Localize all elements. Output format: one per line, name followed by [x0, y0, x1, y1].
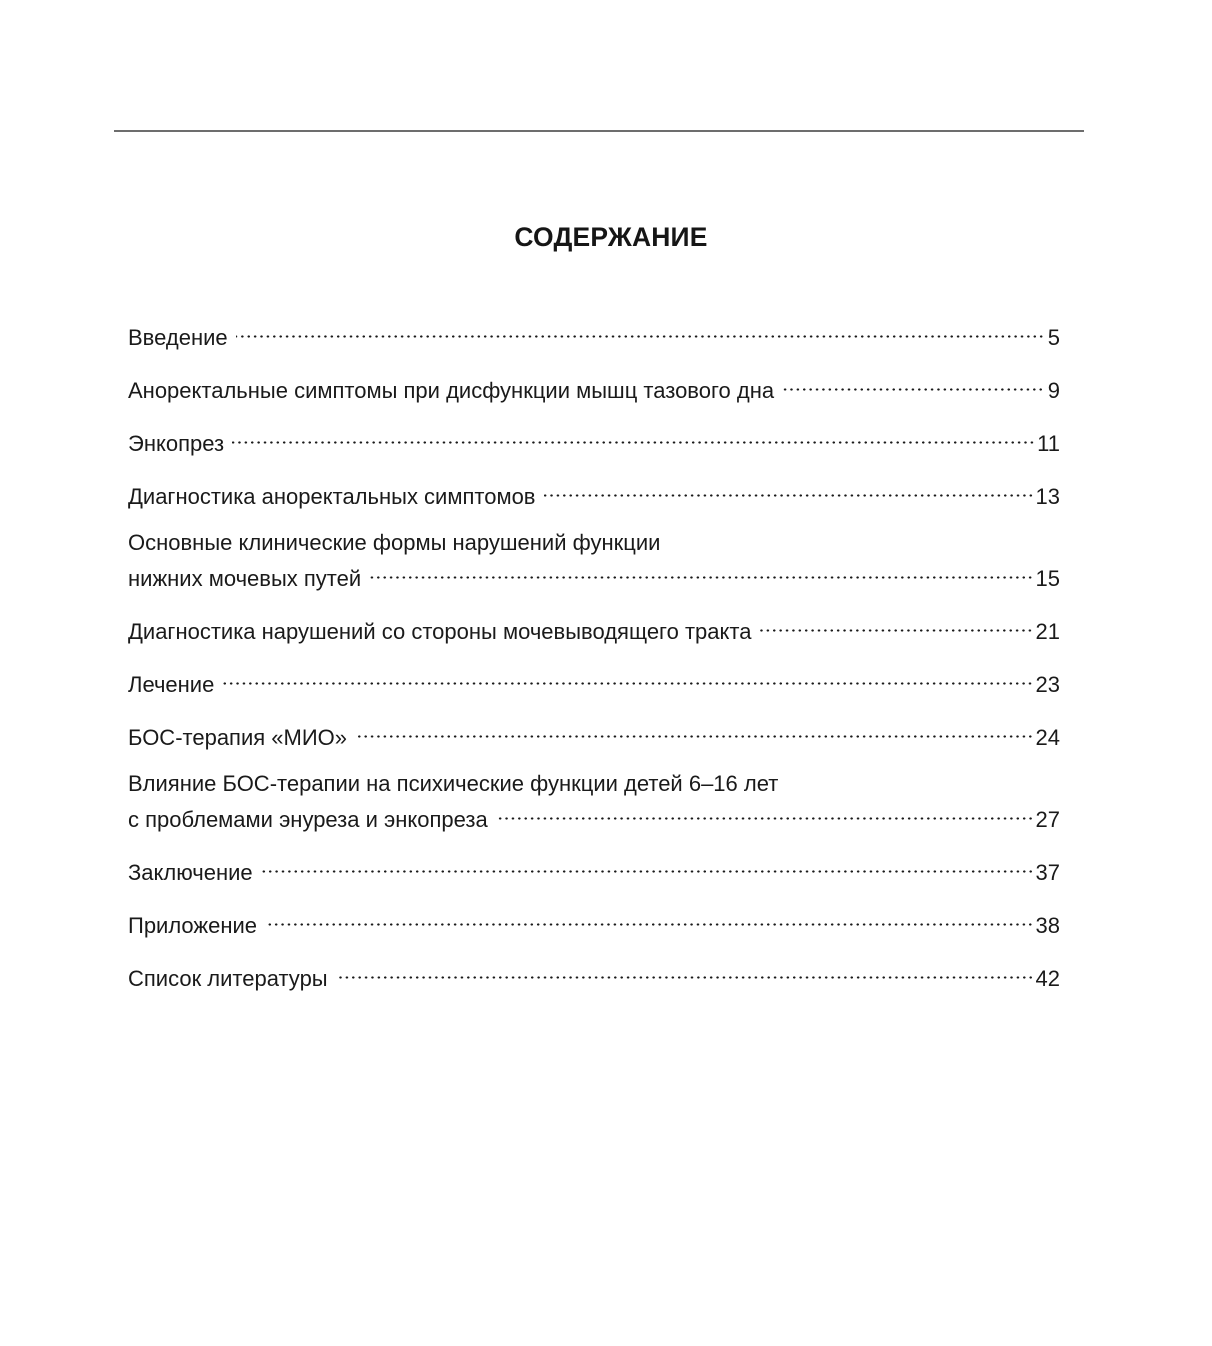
- toc-entry-title: с проблемами энуреза и энкопреза: [128, 807, 488, 832]
- dot-leader: [544, 475, 1034, 504]
- toc-entry-bos-therapy[interactable]: [128, 716, 1060, 750]
- toc-entry-page: 21: [1035, 619, 1060, 644]
- toc-entry-page: 13: [1035, 484, 1060, 509]
- toc-entry-page: 37: [1035, 860, 1060, 885]
- dot-leader: [232, 422, 1035, 451]
- page-title: СОДЕРЖАНИЕ: [514, 222, 708, 252]
- toc-entry-page: 15: [1035, 566, 1060, 591]
- toc-entry-page: 9: [1047, 378, 1060, 403]
- toc-entry-title: Лечение: [128, 672, 215, 697]
- toc-entry-title: БОС-терапия «МИО»: [128, 725, 348, 750]
- toc-entry-title: нижних мочевых путей: [128, 566, 362, 591]
- toc-entry-title: Приложение: [128, 913, 258, 938]
- toc-entry-page: 11: [1037, 431, 1060, 456]
- toc-entry-anorectal-symptoms[interactable]: [128, 369, 1060, 403]
- toc-entry-title: Список литературы: [128, 966, 328, 991]
- toc-entry-page: 23: [1035, 672, 1060, 697]
- toc-entry-encopresis[interactable]: [128, 422, 1060, 456]
- dot-leader: [336, 957, 1034, 986]
- toc-entry-conclusion[interactable]: [128, 851, 1060, 885]
- toc-entry-title: Диагностика аноректальных симптомов: [128, 484, 536, 509]
- toc-entry-title-line1: Влияние БОС-терапии на психические функции детей 6–16 лет: [128, 771, 779, 796]
- dot-leader: [222, 663, 1033, 692]
- toc-entry-title: Аноректальные симптомы при дисфункции мышц тазового дна: [128, 378, 775, 403]
- toc-entry-bos-influence[interactable]: [128, 769, 1060, 832]
- header-rule: [114, 130, 1084, 132]
- dot-leader: [265, 904, 1033, 933]
- toc-entry-title-line1: Основные клинические формы нарушений функции: [128, 530, 661, 555]
- dot-leader: [236, 316, 1044, 345]
- toc-entry-introduction[interactable]: [128, 316, 1060, 350]
- toc-entry-page: 27: [1035, 807, 1060, 832]
- toc-entry-title: Энкопрез: [128, 431, 225, 456]
- toc-entry-page: 24: [1035, 725, 1060, 750]
- toc-entry-title: Введение: [128, 325, 228, 350]
- dot-leader: [261, 851, 1034, 880]
- toc-entry-appendix[interactable]: [128, 904, 1060, 938]
- toc-entry-references[interactable]: [128, 957, 1060, 991]
- dot-leader: [496, 798, 1034, 827]
- toc-entry-page: 5: [1047, 325, 1060, 350]
- dot-leader: [782, 369, 1044, 398]
- toc-entry-page: 42: [1035, 966, 1060, 991]
- dot-leader: [355, 716, 1034, 745]
- toc-entry-title: Заключение: [128, 860, 253, 885]
- toc-entry-page: 38: [1035, 913, 1060, 938]
- toc-entry-treatment[interactable]: [128, 663, 1060, 697]
- toc-entry-title: Диагностика нарушений со стороны мочевыводящего тракта: [128, 619, 752, 644]
- toc-entry-lower-urinary-tract[interactable]: [128, 528, 1060, 591]
- toc-entry-urinary-diagnostics[interactable]: [128, 610, 1060, 644]
- toc-entry-anorectal-diagnostics[interactable]: [128, 475, 1060, 509]
- dot-leader: [759, 610, 1033, 639]
- dot-leader: [369, 557, 1033, 586]
- table-of-contents: [128, 316, 1060, 1010]
